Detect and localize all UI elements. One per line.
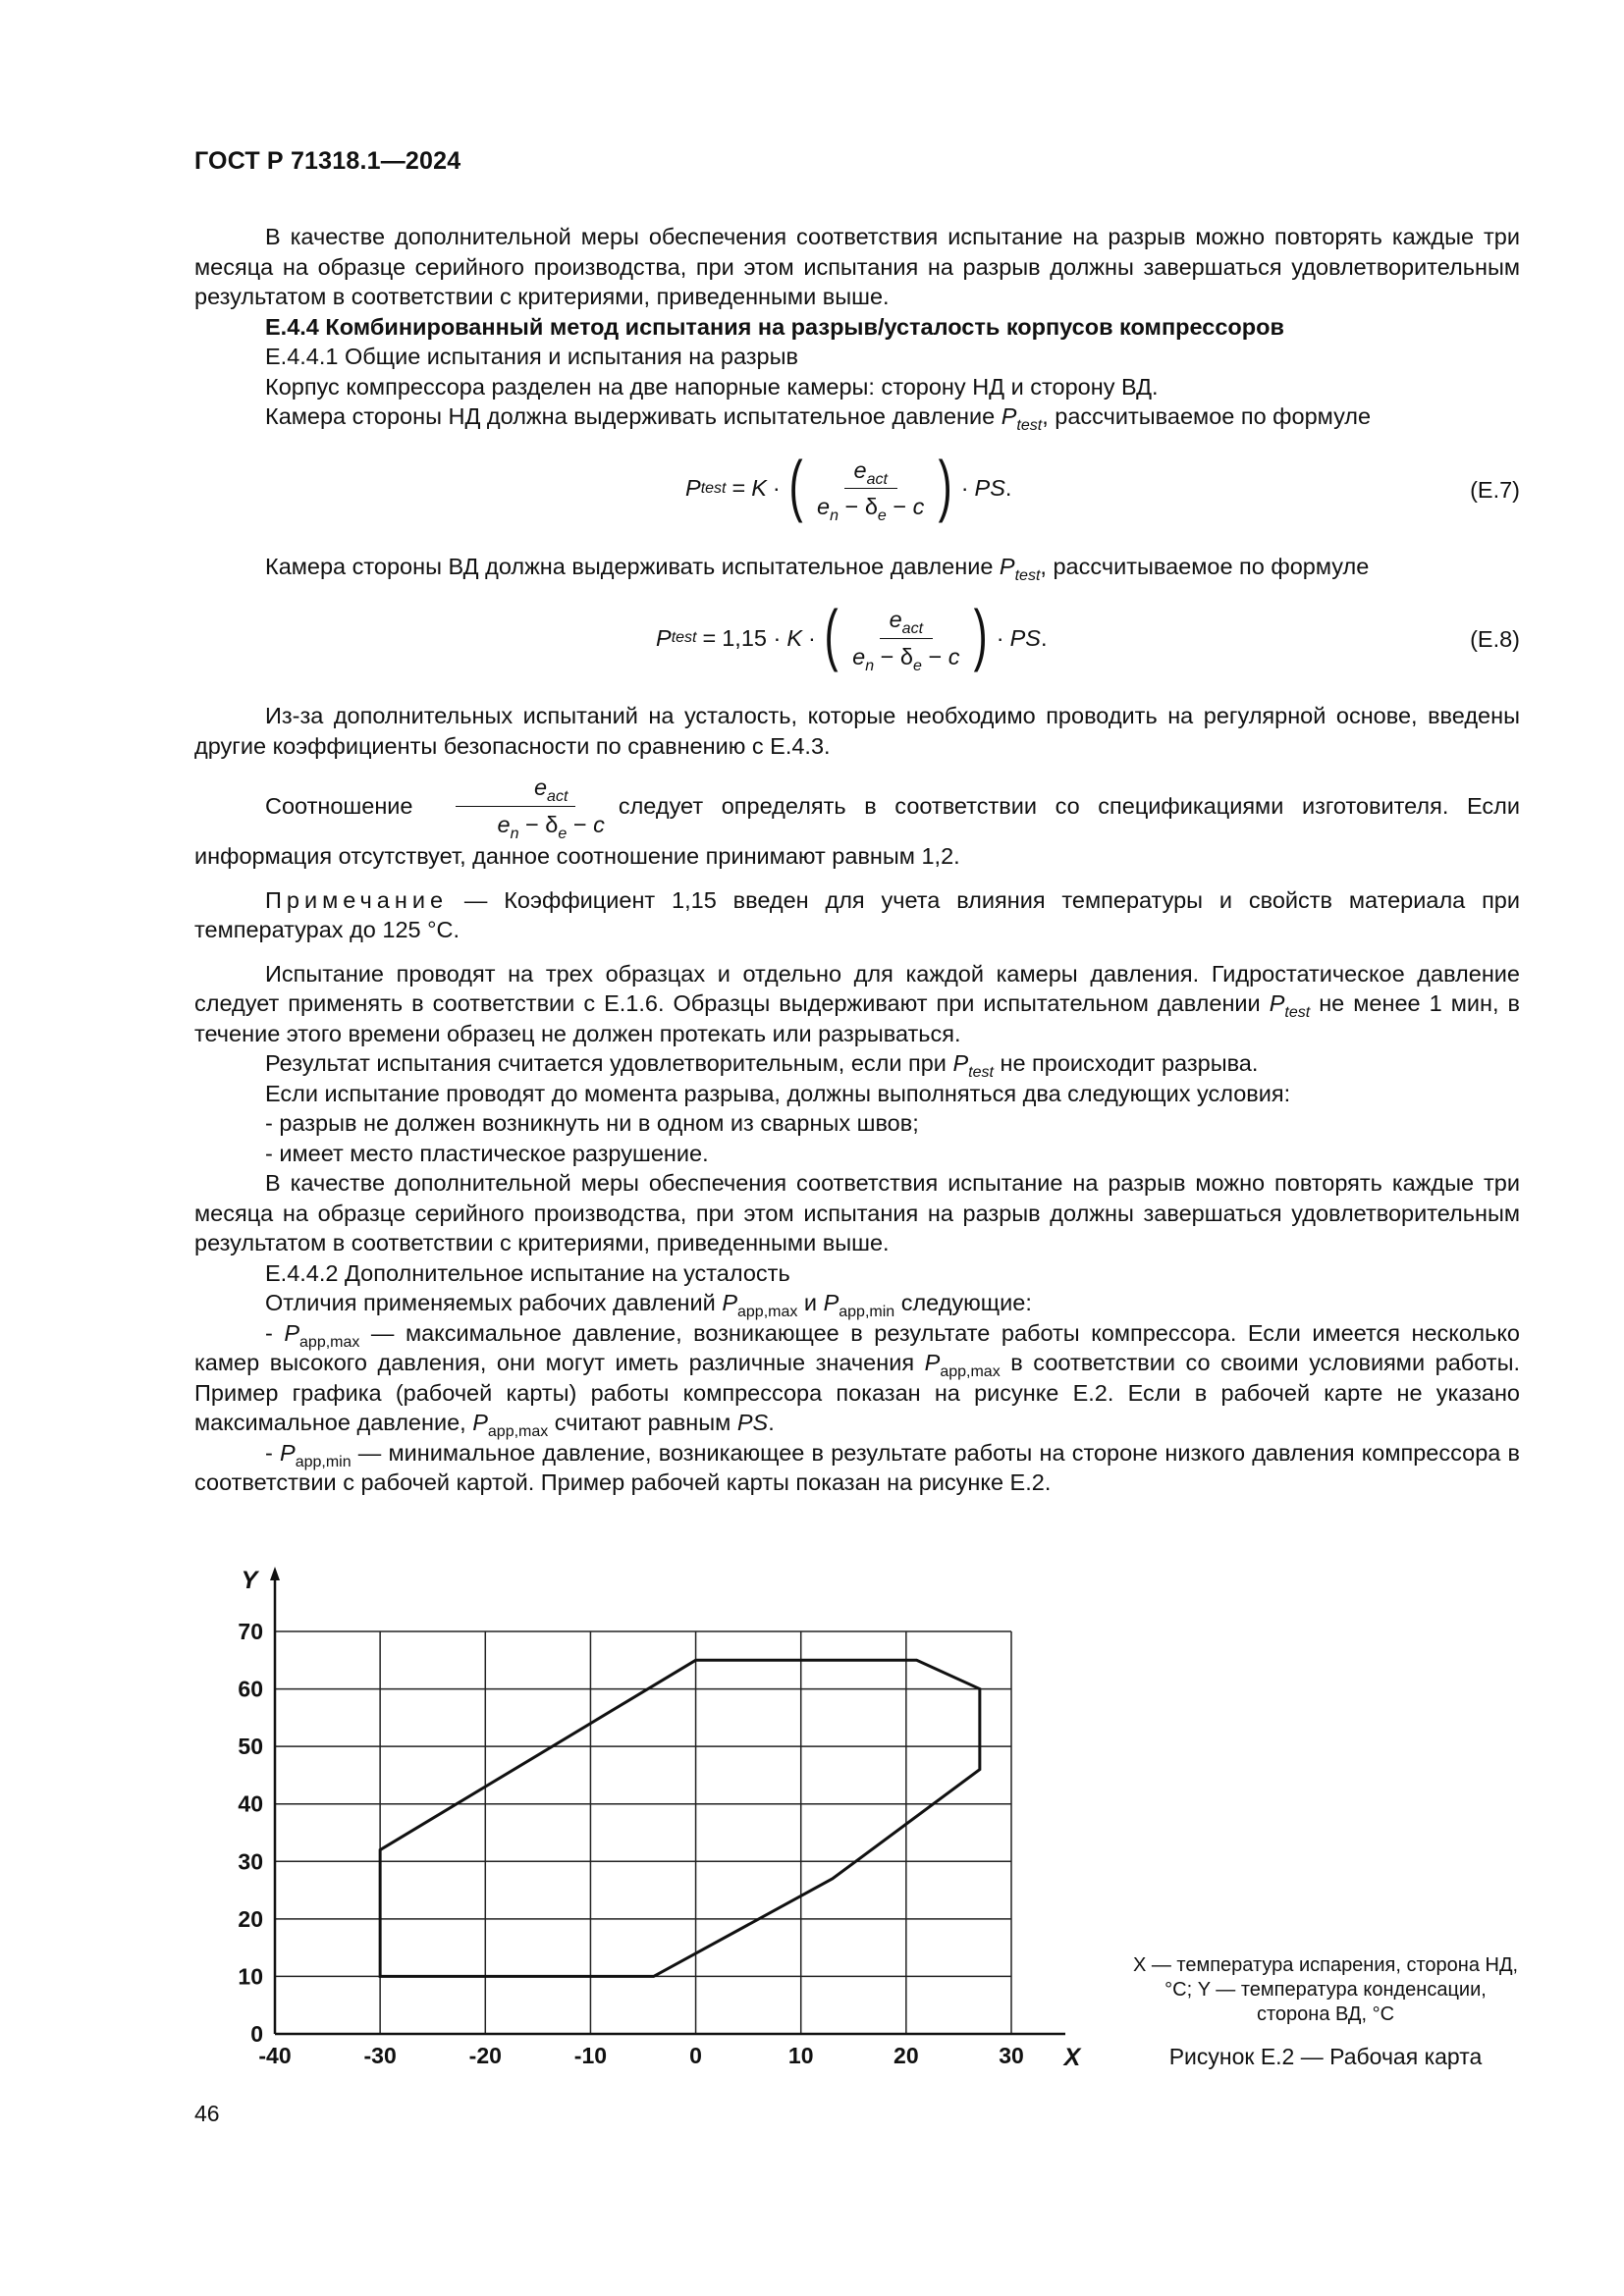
symbol: PS [1009, 624, 1041, 651]
list-item [194, 1318, 1520, 1438]
text-run: , рассчитываемое по формуле [1040, 553, 1370, 579]
list-item [194, 1438, 1520, 1498]
figure-caption: Рисунок Е.2 — Рабочая карта [1168, 2044, 1483, 2069]
page-number: 46 [194, 2101, 220, 2126]
x-tick-label: -30 [363, 2043, 397, 2068]
symbol: P [1269, 990, 1285, 1016]
symbol: P [280, 1439, 296, 1466]
symbol: δ [899, 643, 914, 669]
figure-legend: X — температура испарения, сторона НД, °С; Y — температура конденсации, сторона ВД, °С [1132, 1954, 1519, 2025]
subscript: app,min [839, 1304, 895, 1320]
subscript: e [558, 825, 568, 842]
symbol: c [947, 643, 960, 669]
paragraph: В качестве дополнительной меры обеспечения соответствия испытание на разрыв можно повторять каждые три месяца на образце серийного производства, при этом испытания на разрыв должны завершаться удовлетворительным результатом в соответствии с критериями, приведенными выше. [194, 1170, 1520, 1255]
x-tick-label: -20 [468, 2043, 502, 2068]
symbol: P [685, 475, 701, 502]
text-run: , рассчитываемое по формуле [1042, 403, 1372, 429]
paragraph [194, 1048, 1520, 1079]
text-run: Камера стороны НД должна выдерживать испытательное давление [265, 403, 996, 429]
subscript: act [547, 788, 568, 805]
subscript: act [901, 620, 924, 637]
y-tick-label: 70 [238, 1619, 263, 1644]
subscript: app,max [299, 1333, 360, 1351]
x-tick-label: -40 [258, 2043, 292, 2068]
formula-expression: P test = K · ( $\frac{e_{act}}{e_n - \delta_e - c}$ ) · PS . [685, 446, 1012, 524]
symbol: P [722, 1290, 737, 1315]
subscript: n [510, 825, 519, 842]
fraction: $\frac{e_{act}}{e_n - \delta_e - c}$ [421, 773, 611, 839]
y-axis-arrow [270, 1567, 280, 1580]
x-tick-label: 20 [893, 2043, 919, 2068]
symbol: P [472, 1410, 488, 1435]
x-tick-label: -10 [573, 2043, 608, 2068]
list-item: - имеет место пластическое разрушение. [265, 1140, 709, 1166]
body-text [194, 222, 1520, 1498]
document-header: ГОСТ Р 71318.1—2024 [194, 147, 461, 175]
paragraph [194, 401, 1520, 432]
text-run: Испытание проводят на трех образцах и отдельно для каждой камеры давления. Гидростатическое давление следует применять в соответствии с Е.1.6. Образцы выдерживают при испытательном давлении [194, 960, 1520, 1016]
text-run: считают равным [548, 1410, 731, 1435]
x-tick-label: 30 [999, 2043, 1024, 2068]
symbol: P [1001, 403, 1017, 429]
symbol: PS [736, 1410, 769, 1435]
symbol: c [593, 811, 605, 837]
fraction: $\frac{e_{act}}{e_n - \delta_e - c}$ [817, 456, 925, 524]
subscript: n [830, 507, 839, 524]
y-tick-label: 30 [238, 1848, 263, 1875]
subscript: act [866, 470, 888, 488]
y-tick-label: 60 [238, 1676, 263, 1702]
subscript: app,max [487, 1423, 549, 1440]
symbol: K [786, 624, 802, 651]
text-run: следующие: [894, 1290, 1032, 1315]
subscript: app,max [940, 1363, 1001, 1380]
subscript: e [877, 507, 887, 524]
list-item: - разрыв не должен возникнуть ни в одном из сварных швов; [265, 1110, 919, 1136]
text-run: — Коэффициент 1,15 введен для учета влияния температуры и свойств материала при температурах до 125 °С. [194, 886, 1520, 942]
paragraph: Корпус компрессора разделен на две напорные камеры: сторону НД и сторону ВД. [265, 373, 1159, 400]
y-tick-label: 50 [238, 1734, 263, 1760]
y-tick-label: 0 [250, 2021, 263, 2047]
paragraph [194, 774, 1520, 872]
symbol: P [284, 1319, 300, 1346]
y-tick-label: 10 [238, 1963, 263, 1990]
paragraph [194, 959, 1520, 1049]
text-run: . [768, 1410, 775, 1435]
symbol: e [852, 643, 866, 669]
text-run: не менее 1 мин, в течение этого времени образец не должен протекать или разрываться. [194, 990, 1520, 1046]
symbol: δ [545, 811, 559, 837]
text-run: и [797, 1290, 824, 1315]
y-axis-label: Y [241, 1567, 258, 1594]
text-run: - [265, 1439, 281, 1466]
symbol: P [656, 624, 672, 651]
subscript: test [1014, 566, 1041, 584]
series-line [380, 1660, 980, 1976]
symbol: P [952, 1050, 969, 1076]
x-axis-label: X [1063, 2044, 1081, 2071]
symbol: P [999, 553, 1015, 579]
subscript: app,max [737, 1304, 798, 1320]
formula-expression: P test = 1,15 · K · ( $\frac{e_{act}}{e_n - \delta_e - c}$ ) · PS . [656, 596, 1048, 674]
text-run: - [265, 1319, 285, 1346]
subsection-heading: Е.4.4.2 Дополнительное испытание на усталость [265, 1259, 790, 1286]
paragraph [194, 1288, 1520, 1318]
paragraph: Из-за дополнительных испытаний на усталость, которые необходимо проводить на регулярной основе, введены другие коэффициенты безопасности по сравнению с Е.4.3. [194, 703, 1520, 759]
text-run: Соотношение [265, 793, 413, 820]
text-run: — минимальное давление, возникающее в результате работы на стороне низкого давления компрессора в соответствии с рабочей картой. Пример рабочей карты показан на рисунке Е.2. [194, 1439, 1520, 1495]
fraction: $\frac{e_{act}}{e_n - \delta_e - c}$ [852, 607, 960, 674]
y-tick-label: 40 [238, 1790, 263, 1817]
x-tick-label: 10 [787, 2043, 814, 2068]
subscript: test [968, 1064, 994, 1081]
x-tick-label: 0 [689, 2043, 702, 2068]
symbol: c [912, 494, 925, 519]
subsection-heading: Е.4.4.1 Общие испытания и испытания на разрыв [265, 344, 798, 369]
symbol: P [924, 1350, 941, 1375]
formula-factor: 1,15 · [722, 624, 782, 651]
subscript: app,min [295, 1453, 352, 1470]
section-heading: Е.4.4 Комбинированный метод испытания на разрыв/усталость корпусов компрессоров [265, 313, 1284, 340]
formula-e8 [194, 589, 1520, 687]
formula-number: (Е.7) [1470, 476, 1520, 503]
formula-number: (Е.8) [1470, 626, 1520, 652]
text-run: Результат испытания считается удовлетворительным, если при [265, 1050, 947, 1076]
text-run: Камера стороны ВД должна выдерживать испытательное давление [265, 553, 994, 579]
subscript: n [865, 657, 875, 674]
symbol: δ [864, 494, 878, 519]
note [194, 885, 1520, 945]
symbol: e [497, 811, 511, 837]
symbol: e [853, 456, 867, 483]
paragraph [194, 552, 1520, 582]
symbol: e [817, 494, 831, 519]
note-label: Примечание [265, 886, 449, 913]
paragraph: В качестве дополнительной меры обеспечения соответствия испытание на разрыв можно повторять каждые три месяца на образце серийного производства, при этом испытания на разрыв должны завершаться удовлетворительным результатом в соответствии с критериями, приведенными выше. [194, 224, 1520, 309]
paragraph: Если испытание проводят до момента разрыва, должны выполняться два следующих условия: [265, 1080, 1291, 1106]
text-run: следует определять в соответствии со спецификациями изготовителя. Если информация отсутствует, данное соотношение принимают равным 1,2. [194, 793, 1520, 869]
text-run: — максимальное давление, возникающее в результате работы компрессора. Если имеется несколько камер высокого давления, они могут иметь различные значения [194, 1319, 1520, 1375]
symbol: K [751, 475, 767, 502]
symbol: e [889, 607, 902, 632]
text-run: не происходит разрыва. [993, 1050, 1259, 1076]
text-run: Отличия применяемых рабочих давлений [265, 1290, 716, 1315]
subscript: test [1284, 1004, 1311, 1021]
formula-e7 [194, 440, 1520, 538]
y-tick-label: 20 [238, 1905, 263, 1932]
symbol: P [823, 1290, 839, 1315]
symbol: PS [974, 475, 1005, 502]
subscript: test [1016, 417, 1043, 434]
symbol: e [533, 774, 548, 800]
subscript: e [913, 657, 922, 674]
text-run: в соответствии со своими условиями работы. Пример графика (рабочей карты) работы компрессора показан на рисунке Е.2. Если в рабочей карте не указано максимальное давление, [194, 1350, 1520, 1435]
operating-map-chart [226, 1541, 1110, 2091]
